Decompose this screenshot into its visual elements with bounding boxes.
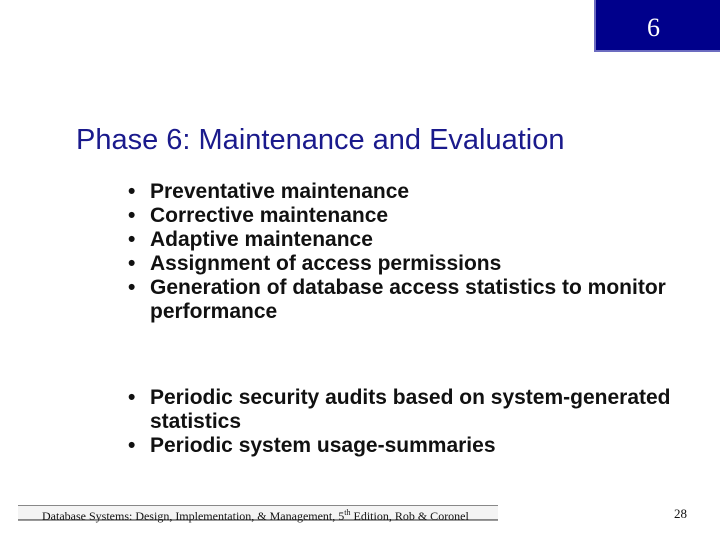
bullet-item: • Adaptive maintenance [128,228,688,252]
bullet-item: • Periodic system usage-summaries [128,434,688,458]
bullet-list-main [128,180,688,324]
bullet-list-secondary [128,386,688,458]
slide-title: Phase 6: Maintenance and Evaluation [76,124,565,156]
bullet-item: • Assignment of access permissions [128,252,688,276]
bullet-item: • Periodic security audits based on system-generated statistics [128,386,688,434]
footer-citation: Database Systems: Design, Implementation, & Management, 5th Edition, Rob & Coronel [18,505,498,521]
chapter-number: 6 [647,13,660,42]
bullet-item: • Preventative maintenance [128,180,688,204]
bullet-item: • Corrective maintenance [128,204,688,228]
bullet-item: • Generation of database access statistics to monitor performance [128,276,688,324]
page-number: 28 [674,506,687,521]
chapter-badge [594,0,720,52]
